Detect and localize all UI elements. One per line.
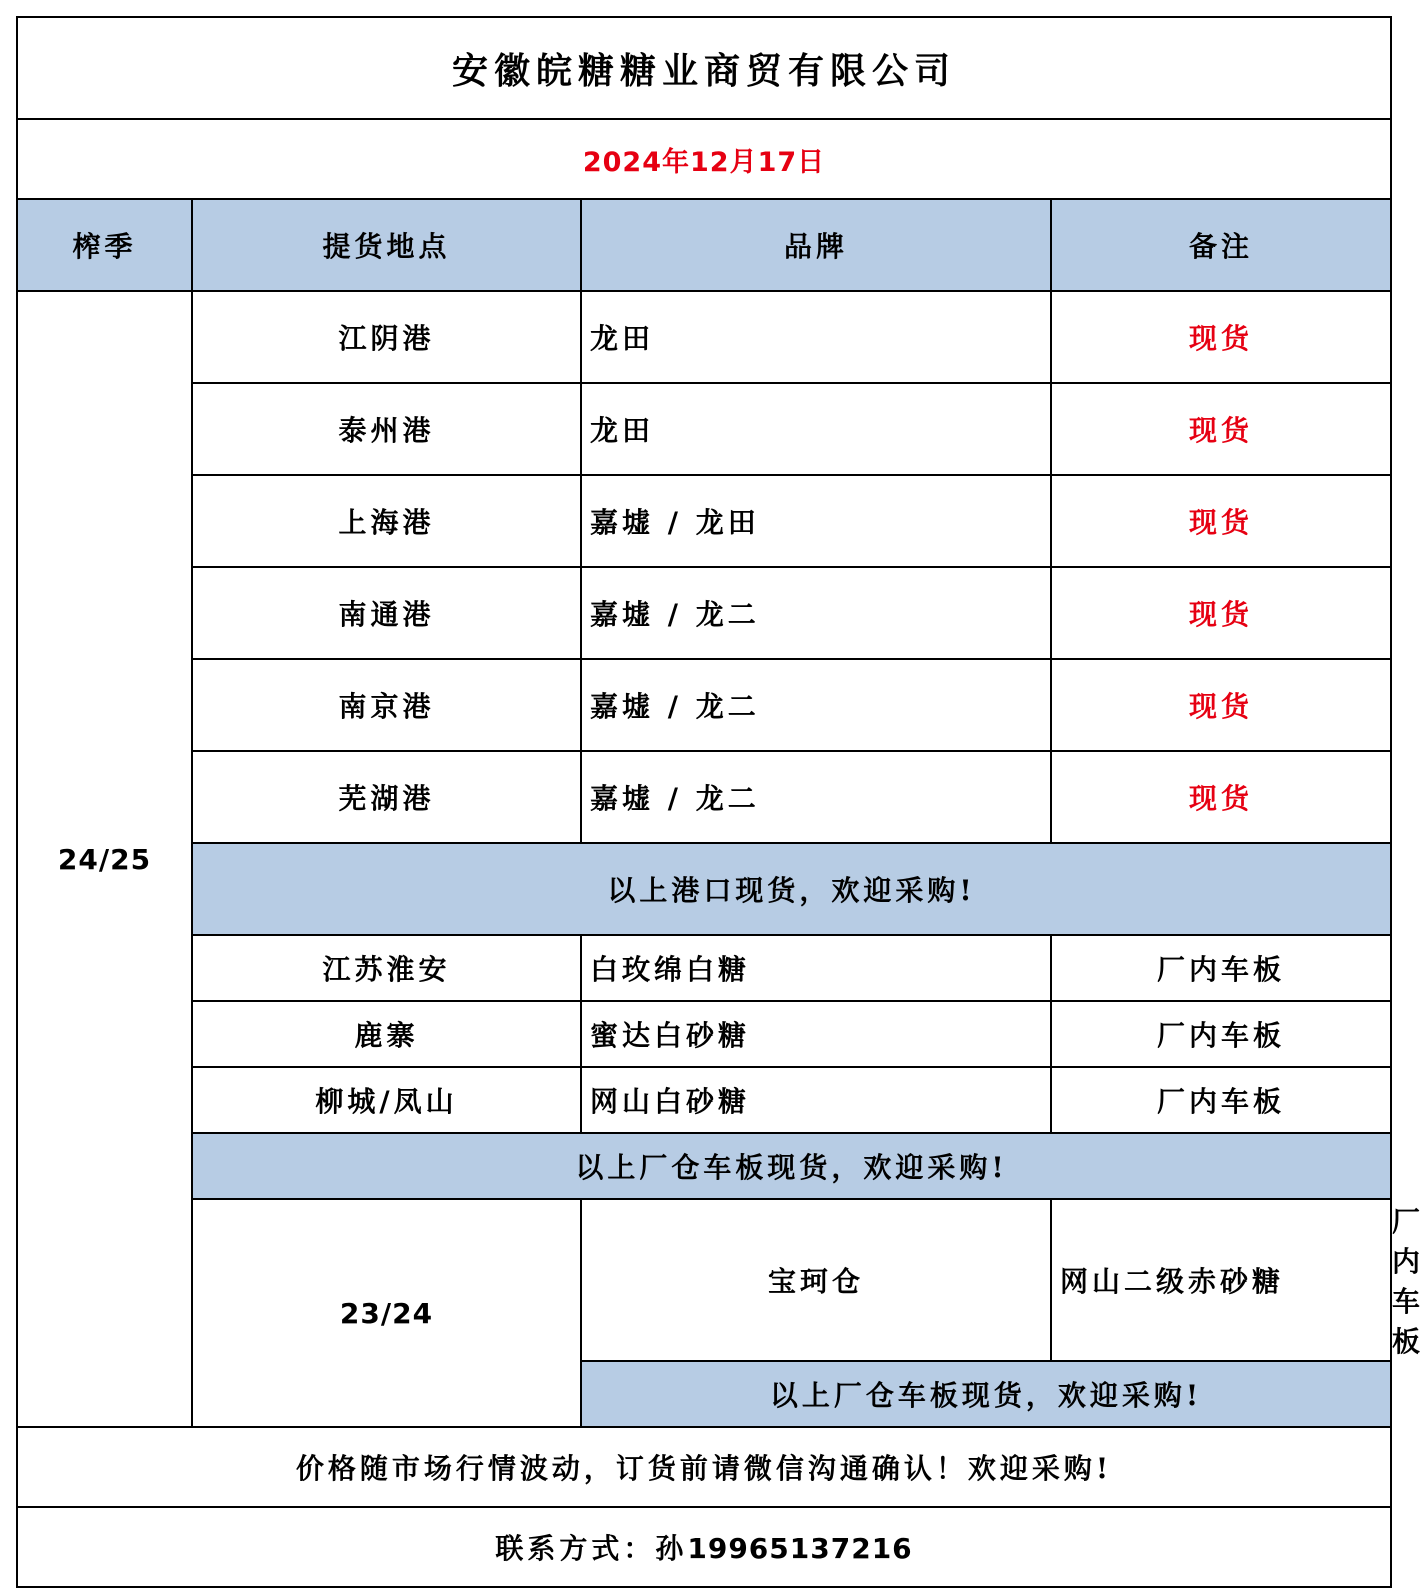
header-season: 榨季 [17, 199, 192, 291]
table-row [17, 935, 1391, 1001]
factory-note: 以上厂仓车板现货，欢迎采购! [192, 1133, 1391, 1199]
note-row [17, 1133, 1391, 1199]
location-cell: 柳城/凤山 [192, 1067, 581, 1133]
port-note: 以上港口现货，欢迎采购! [192, 843, 1391, 935]
table-row [17, 751, 1391, 843]
remark-cell: 现货 [1051, 567, 1391, 659]
table-row [17, 567, 1391, 659]
header-row [17, 199, 1391, 291]
contact-phone: 19965137216 [687, 1532, 913, 1565]
remark-cell: 厂内车板 [1051, 1067, 1391, 1133]
report-date: 2024年12月17日 [17, 119, 1391, 199]
location-cell: 江阴港 [192, 291, 581, 383]
contact-info [17, 1507, 1391, 1587]
remark-cell: 现货 [1051, 475, 1391, 567]
brand-cell: 蜜达白砂糖 [581, 1001, 1051, 1067]
factory-note: 以上厂仓车板现货，欢迎采购! [581, 1361, 1391, 1427]
remark-cell: 现货 [1051, 383, 1391, 475]
note-row [17, 843, 1391, 935]
brand-cell: 嘉墟 / 龙二 [581, 751, 1051, 843]
brand-cell: 龙田 [581, 291, 1051, 383]
header-remark: 备注 [1051, 199, 1391, 291]
brand-cell: 嘉墟 / 龙二 [581, 567, 1051, 659]
remark-cell: 现货 [1051, 291, 1391, 383]
table-row [17, 1001, 1391, 1067]
brand-cell: 网山白砂糖 [581, 1067, 1051, 1133]
location-cell: 芜湖港 [192, 751, 581, 843]
location-cell: 南通港 [192, 567, 581, 659]
table-row [17, 291, 1391, 383]
location-cell: 上海港 [192, 475, 581, 567]
location-cell: 泰州港 [192, 383, 581, 475]
table-row: 23/24 宝珂仓 网山二级赤砂糖 厂内车板 [17, 1199, 1391, 1361]
remark-cell: 厂内车板 [1051, 1001, 1391, 1067]
location-cell: 南京港 [192, 659, 581, 751]
table-row [17, 475, 1391, 567]
location-cell: 江苏淮安 [192, 935, 581, 1001]
brand-cell: 嘉墟 / 龙二 [581, 659, 1051, 751]
brand-cell: 网山二级赤砂糖 [1051, 1199, 1391, 1361]
remark-cell: 厂内车板 [1051, 935, 1391, 1001]
company-title: 安徽皖糖糖业商贸有限公司 [17, 17, 1391, 119]
season-cell: 23/24 [192, 1199, 581, 1427]
remark-cell: 现货 [1051, 751, 1391, 843]
brand-cell: 嘉墟 / 龙田 [581, 475, 1051, 567]
price-disclaimer: 价格随市场行情波动，订货前请微信沟通确认！欢迎采购! [17, 1427, 1391, 1507]
table-row [17, 383, 1391, 475]
table-row [17, 1067, 1391, 1133]
header-brand: 品牌 [581, 199, 1051, 291]
header-location: 提货地点 [192, 199, 581, 291]
location-cell: 鹿寨 [192, 1001, 581, 1067]
season-cell: 24/25 [17, 291, 192, 1427]
table-row [17, 659, 1391, 751]
price-table [16, 16, 1424, 1588]
brand-cell: 白玫绵白糖 [581, 935, 1051, 1001]
brand-cell: 龙田 [581, 383, 1051, 475]
location-cell: 宝珂仓 [581, 1199, 1051, 1361]
contact-label: 联系方式：孙 [495, 1532, 688, 1565]
remark-cell: 现货 [1051, 659, 1391, 751]
